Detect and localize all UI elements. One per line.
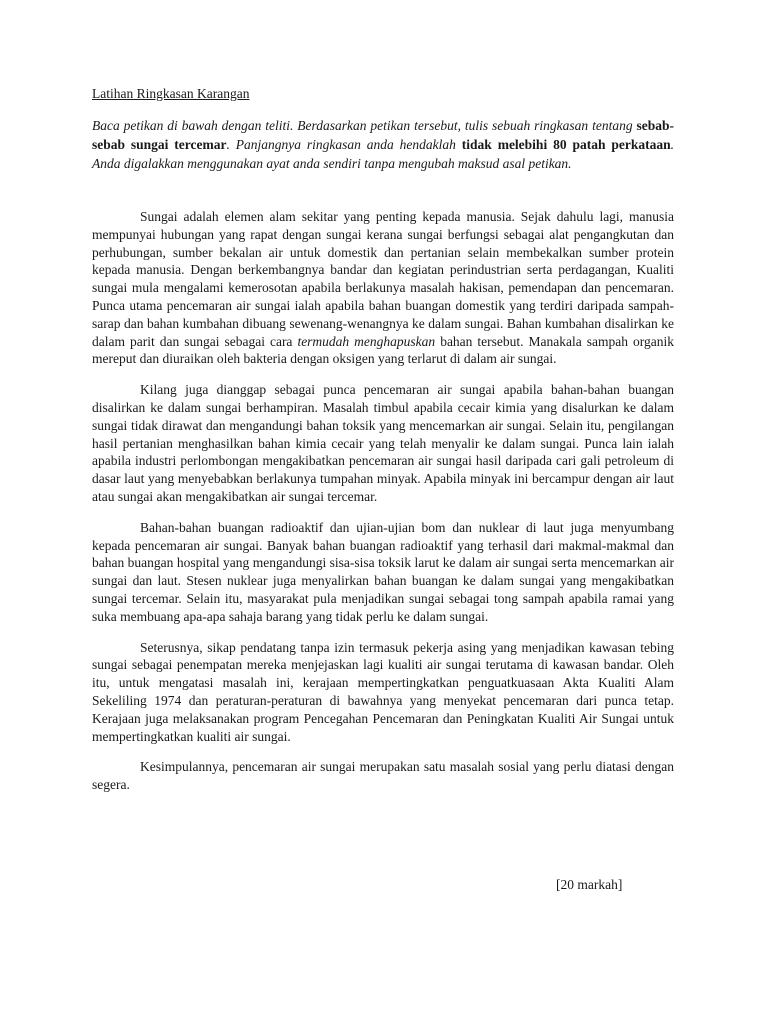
instructions bbox=[92, 116, 674, 173]
instructions-text-1: Baca petikan di bawah dengan teliti. Berdasarkan petikan tersebut, tulis sebuah ringkasan tentang bbox=[92, 118, 637, 133]
instructions-text-3: . Anda digalakkan menggunakan ayat anda sendiri tanpa mengubah maksud asal petikan. bbox=[92, 137, 674, 171]
passage bbox=[92, 208, 674, 807]
paragraph-1 bbox=[92, 208, 674, 368]
paragraph-1-text-a: Sungai adalah elemen alam sekitar yang penting kepada manusia. Sejak dahulu lagi, manusia mempunyai hubungan yang rapat dengan sungai kerana sungai berfungsi sebagai alat pengangkutan dan perhubungan, sumber bekalan air untuk domestik dan pertanian selain membekalkan sumber protein kepada manusia. Dengan berkembangnya bandar dan kegiatan perindustrian serta perdagangan, Kualiti sungai mula mengalami kemerosotan apabila berlakunya masalah hakisan, pemendapan dan pencemaran. Punca utama pencemaran air sungai ialah apabila bahan buangan domestik yang terdiri daripada sampah-sarap dan bahan kumbahan dibuang sewenang-wenangnya ke dalam sungai. Bahan kumbahan disalirkan ke dalam parit dan sungai sebagai cara bbox=[92, 209, 674, 349]
instructions-text-2: . Panjangnya ringkasan anda hendaklah bbox=[226, 137, 462, 152]
paragraph-2: Kilang juga dianggap sebagai punca pencemaran air sungai apabila bahan-bahan buangan disalirkan ke dalam sungai berhampiran. Masalah timbul apabila cecair kimia yang disalurkan ke dalam sungai tidak dirawat dan mengandungi bahan toksik yang mencemarkan air sungai. Selain itu, pengilangan hasil pertanian menghasilkan bahan kimia cecair yang telah menyalir ke dalam sungai. Punca lain ialah apabila industri perlombongan mengakibatkan pencemaran air sungai hasil daripada cari gali petroleum di dasar laut yang menyebabkan berlakunya tumpahan minyak. Apabila minyak ini bercampur dengan air laut atau sungai akan mengakibatkan air sungai tercemar. bbox=[92, 382, 674, 504]
marks-label: [20 markah] bbox=[556, 877, 623, 892]
instructions-emphasis-topic: sebab-sebab sungai tercemar bbox=[92, 118, 674, 152]
paragraph-4: Seterusnya, sikap pendatang tanpa izin termasuk pekerja asing yang menjadikan kawasan tebing sungai sebagai penempatan mereka menjejaskan lagi kualiti air sungai terutama di kawasan bandar. Oleh itu, untuk mengatasi masalah ini, kerajaan mempertingkatkan penguatkuasaan Akta Kualiti Alam Sekeliling 1974 dan peraturan-peraturan di bawahnya yang menyekat pencemaran dari punca tetap. Kerajaan juga melaksanakan program Pencegahan Pencemaran dan Peningkatan Kualiti Air Sungai untuk mempertingkatkan kualiti air sungai. bbox=[92, 639, 674, 744]
instructions-emphasis-word-limit: tidak melebihi 80 patah perkataan bbox=[461, 137, 671, 152]
paragraph-5: Kesimpulannya, pencemaran air sungai merupakan satu masalah sosial yang perlu diatasi dengan segera. bbox=[92, 759, 674, 793]
document-title: Latihan Ringkasan Karangan bbox=[92, 86, 250, 101]
paragraph-3: Bahan-bahan buangan radioaktif dan ujian-ujian bom dan nuklear di laut juga menyumbang kepada pencemaran air sungai. Banyak bahan buangan radioaktif yang terhasil dari makmal-makmal dan bahan buangan hospital yang mengandungi sisa-sisa toksik larut ke dalam air sungai serta mencemarkan air sungai dan laut. Stesen nuklear juga menyalirkan bahan buangan ke dalam sungai yang mengakibatkan sungai tercemar. Selain itu, masyarakat pula menjadikan sungai sebagai tong sampah apabila ramai yang suka membuang apa-apa sahaja barang yang tidak perlu ke dalam sungai. bbox=[92, 519, 674, 624]
paragraph-1-text-b: bahan tersebut. Manakala sampah organik mereput dan diuraikan oleh bakteria dengan oksigen yang terlarut di dalam air sungai. bbox=[92, 333, 674, 367]
paragraph-1-italic-term: termudah menghapuskan bbox=[297, 333, 436, 349]
